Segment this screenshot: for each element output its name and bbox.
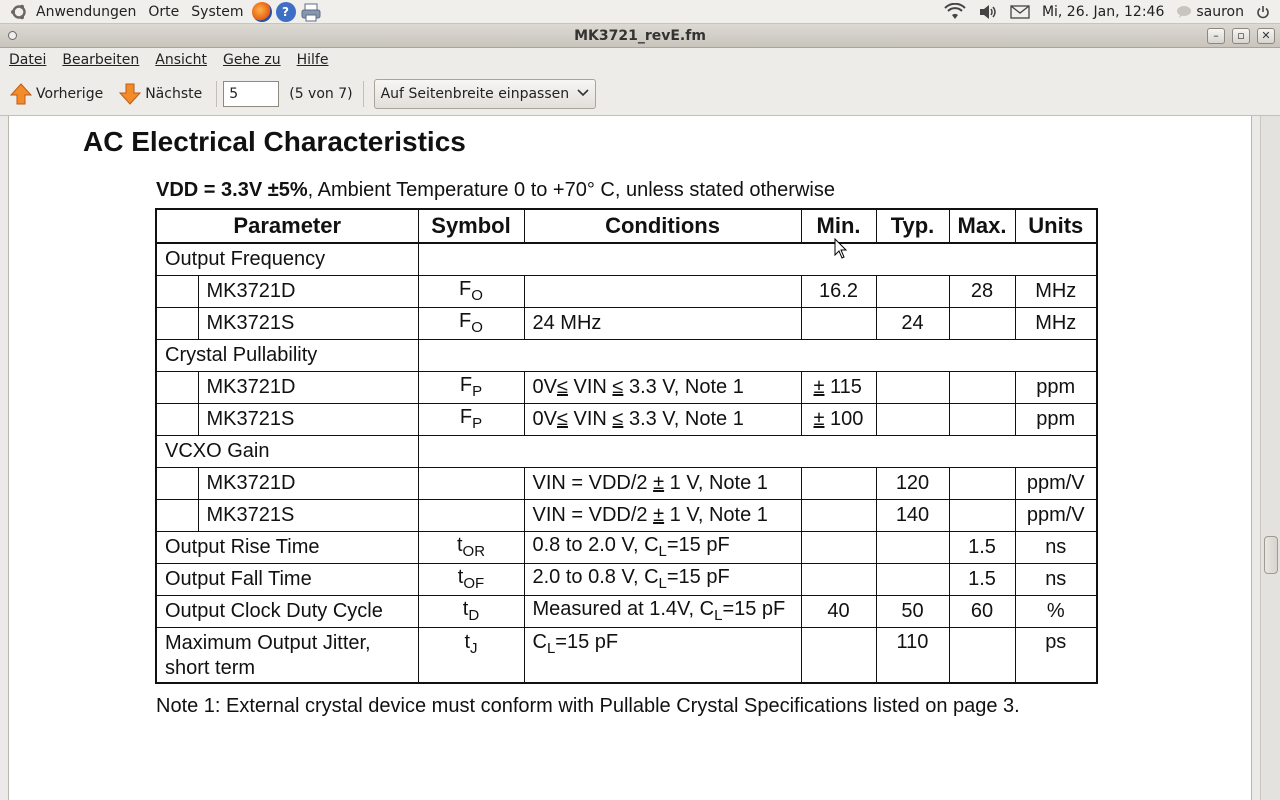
ubuntu-logo-icon[interactable] (10, 3, 28, 21)
symbol-sub: D (468, 607, 480, 624)
symbol-cell (418, 563, 524, 595)
header-cell: Parameter (156, 209, 418, 243)
table-row (156, 595, 1097, 627)
menu-help[interactable] (289, 48, 337, 72)
toolbar (0, 72, 1280, 116)
menu-go-label: Gehe zu (222, 52, 281, 68)
param-cell: Output Rise Time (156, 531, 418, 563)
conditions-cell (524, 563, 801, 595)
cond-part: ≤ (556, 407, 568, 430)
page-title: AC Electrical Characteristics (83, 126, 466, 157)
header-cell: Min. (801, 209, 876, 243)
page-count: (5 von 7) (289, 85, 353, 102)
section-label: Crystal Pullability (156, 339, 418, 371)
symbol-sub: J (470, 639, 478, 657)
symbol-cell (418, 307, 524, 339)
units-cell: ppm (1015, 371, 1097, 403)
menu-edit[interactable] (54, 48, 147, 72)
cond-part: 3.3 V, Note 1 (623, 375, 744, 398)
typ-cell: 50 (876, 595, 949, 627)
cond-part: ≤ (556, 375, 568, 398)
cond-sub: L (658, 575, 667, 592)
min-cell (801, 563, 876, 595)
menu-applications[interactable]: Anwendungen (36, 3, 137, 20)
maximize-button[interactable] (1232, 28, 1250, 44)
typ-cell (876, 275, 949, 307)
max-cell (949, 627, 1015, 683)
volume-icon[interactable] (978, 4, 998, 20)
vertical-scrollbar[interactable] (1260, 116, 1280, 800)
operating-conditions (156, 179, 835, 202)
min-cell (801, 371, 876, 403)
symbol-cell (418, 531, 524, 563)
mouse-pointer-icon (834, 238, 848, 264)
units-cell: ppm/V (1015, 499, 1097, 531)
conditions-cell (524, 595, 801, 627)
cond-part: 2.0 to 0.8 V, C (532, 566, 659, 588)
conditions-cell (524, 627, 801, 683)
cond-part: 1 V, Note 1 (664, 471, 768, 494)
menu-view-label: Ansicht (155, 52, 207, 68)
min-value: 100 (824, 407, 864, 430)
symbol-sub: O (471, 287, 483, 304)
menubar (0, 48, 1280, 72)
table-cell (156, 275, 198, 307)
table-row (156, 499, 1097, 531)
symbol-main: F (459, 374, 473, 396)
table-cell (156, 467, 198, 499)
symbol-sub: OR (462, 543, 486, 560)
min-cell: 16.2 (801, 275, 876, 307)
mail-icon[interactable] (1010, 5, 1030, 19)
previous-page-label: Vorherige (36, 85, 104, 102)
symbol-cell (418, 403, 524, 435)
cond-part: 3.3 V, Note 1 (623, 407, 744, 430)
param-cell: Output Clock Duty Cycle (156, 595, 418, 627)
user-name: sauron (1196, 4, 1244, 20)
typ-cell: 120 (876, 467, 949, 499)
plus-minus: ± (813, 375, 825, 398)
conditions-cell: 24 MHz (524, 307, 801, 339)
units-cell: MHz (1015, 307, 1097, 339)
arrow-up-icon (10, 83, 32, 105)
symbol-sub: O (471, 319, 483, 336)
symbol-sub: OF (463, 575, 485, 592)
typ-cell: 24 (876, 307, 949, 339)
typ-cell (876, 531, 949, 563)
section-row (156, 243, 1097, 275)
scrollbar-thumb[interactable] (1264, 536, 1278, 574)
maximize-icon: ▫ (1237, 29, 1245, 42)
help-icon[interactable]: ? (276, 2, 296, 22)
cond-part: =15 pF (555, 630, 619, 653)
section-row (156, 435, 1097, 467)
symbol-main: F (459, 406, 473, 428)
minimize-button[interactable] (1207, 28, 1225, 44)
cond-part: ≤ (612, 407, 624, 430)
table-header-row (156, 209, 1097, 243)
units-cell: ns (1015, 531, 1097, 563)
toolbar-separator (216, 81, 217, 107)
table-row (156, 403, 1097, 435)
cond-sub: L (714, 607, 723, 624)
symbol-cell (418, 275, 524, 307)
cond-part: VIN = VDD/2 (532, 503, 654, 526)
power-icon[interactable] (1256, 5, 1270, 19)
cond-part: VIN (567, 407, 613, 430)
zoom-select[interactable] (374, 79, 597, 109)
menu-view[interactable] (147, 48, 215, 72)
symbol-cell (418, 627, 524, 683)
device-cell: MK3721D (198, 275, 418, 307)
document-page (8, 116, 1252, 800)
cond-part: C (532, 630, 547, 653)
header-cell: Typ. (876, 209, 949, 243)
symbol-main: t (456, 534, 463, 556)
device-cell: MK3721S (198, 499, 418, 531)
units-cell: % (1015, 595, 1097, 627)
conditions-bold: VDD = 3.3V ±5% (156, 179, 308, 201)
max-cell: 28 (949, 275, 1015, 307)
param-line: Maximum Output Jitter, (165, 631, 371, 654)
cond-part: VIN = VDD/2 (532, 471, 654, 494)
conditions-cell (524, 531, 801, 563)
minimize-icon: – (1213, 29, 1219, 42)
units-cell: ppm (1015, 403, 1097, 435)
device-cell: MK3721S (198, 403, 418, 435)
symbol-cell (418, 371, 524, 403)
cond-part: 1 V, Note 1 (664, 503, 768, 526)
device-cell: MK3721S (198, 307, 418, 339)
max-cell: 60 (949, 595, 1015, 627)
param-cell: Output Fall Time (156, 563, 418, 595)
next-page-label: Nächste (145, 85, 203, 102)
printer-icon[interactable] (300, 2, 322, 22)
min-cell (801, 531, 876, 563)
table-cell (418, 243, 1097, 275)
cond-part: 0.8 to 2.0 V, C (532, 534, 659, 556)
table-cell (418, 435, 1097, 467)
symbol-main: F (459, 310, 472, 332)
arrow-down-icon (119, 83, 141, 105)
chat-icon (1176, 5, 1192, 19)
user-menu[interactable] (1176, 4, 1244, 20)
cond-sub: L (658, 543, 667, 560)
min-cell (801, 307, 876, 339)
menu-go[interactable] (215, 48, 289, 72)
symbol-cell (418, 595, 524, 627)
typ-cell: 110 (876, 627, 949, 683)
typ-cell (876, 403, 949, 435)
table-cell (156, 307, 198, 339)
table-row (156, 531, 1097, 563)
conditions-cell (524, 371, 801, 403)
zoom-select-value: Auf Seitenbreite einpassen (380, 85, 570, 102)
typ-cell (876, 563, 949, 595)
min-cell: 40 (801, 595, 876, 627)
conditions-cell (524, 499, 801, 531)
conditions-cell (524, 275, 801, 307)
ac-characteristics-table (155, 208, 1098, 684)
menu-file-label: Datei (9, 52, 47, 68)
table-row (156, 275, 1097, 307)
max-cell: 1.5 (949, 563, 1015, 595)
toolbar-separator (363, 81, 364, 107)
symbol-main: t (464, 630, 471, 653)
table-footnote: Note 1: External crystal device must conform with Pullable Crystal Specifications listed on page 3. (156, 695, 1020, 717)
document-view[interactable] (0, 116, 1280, 800)
section-label: Output Frequency (156, 243, 418, 275)
clock[interactable]: Mi, 26. Jan, 12:46 (1041, 4, 1165, 20)
max-cell (949, 499, 1015, 531)
symbol-cell (418, 467, 524, 499)
cond-sub: L (546, 639, 556, 657)
table-row (156, 371, 1097, 403)
window-title: MK3721_revE.fm (574, 28, 706, 44)
cond-part: =15 pF (666, 534, 730, 556)
max-cell: 1.5 (949, 531, 1015, 563)
table-row (156, 467, 1097, 499)
menu-file[interactable] (0, 48, 54, 72)
chevron-down-icon (577, 87, 589, 100)
previous-page-button[interactable] (2, 78, 111, 110)
table-row (156, 563, 1097, 595)
top-panel (0, 0, 1280, 24)
window-titlebar[interactable] (0, 24, 1280, 48)
cond-part: ± (653, 471, 665, 494)
typ-cell (876, 371, 949, 403)
min-value: 115 (824, 375, 862, 398)
symbol-main: t (462, 598, 469, 620)
min-cell (801, 499, 876, 531)
close-icon: ✕ (1261, 29, 1271, 42)
section-row (156, 339, 1097, 371)
table-row (156, 627, 1097, 683)
cond-part: 0V (532, 375, 557, 398)
symbol-cell (418, 499, 524, 531)
min-cell (801, 627, 876, 683)
header-cell: Symbol (418, 209, 524, 243)
conditions-cell (524, 467, 801, 499)
max-cell (949, 403, 1015, 435)
device-cell: MK3721D (198, 371, 418, 403)
menu-system[interactable]: System (191, 3, 244, 20)
symbol-sub: P (472, 383, 483, 400)
section-label: VCXO Gain (156, 435, 418, 467)
header-cell: Units (1015, 209, 1097, 243)
param-line: short term (165, 656, 256, 679)
param-cell (156, 627, 418, 683)
table-row (156, 307, 1097, 339)
units-cell: ns (1015, 563, 1097, 595)
wifi-icon[interactable] (944, 3, 966, 21)
menu-edit-label: Bearbeiten (62, 52, 140, 68)
conditions-rest: , Ambient Temperature 0 to +70° C, unless stated otherwise (307, 179, 835, 201)
firefox-icon[interactable] (252, 2, 272, 22)
menu-help-label: Hilfe (296, 52, 329, 68)
cond-part: =15 pF (666, 566, 730, 588)
conditions-cell (524, 403, 801, 435)
cond-part: VIN (567, 375, 613, 398)
max-cell (949, 467, 1015, 499)
units-cell: ps (1015, 627, 1097, 683)
cond-part: 0V (532, 407, 557, 430)
close-button[interactable] (1257, 28, 1275, 44)
cond-part: ± (653, 503, 665, 526)
page-number-input[interactable] (223, 81, 279, 107)
cond-part: =15 pF (722, 598, 786, 620)
max-cell (949, 371, 1015, 403)
device-cell: MK3721D (198, 467, 418, 499)
symbol-sub: P (472, 415, 483, 432)
table-cell (156, 403, 198, 435)
table-cell (156, 499, 198, 531)
plus-minus: ± (813, 407, 825, 430)
cond-part: Measured at 1.4V, C (532, 598, 715, 620)
cond-part: ≤ (612, 375, 624, 398)
table-cell (418, 339, 1097, 371)
typ-cell: 140 (876, 499, 949, 531)
min-cell (801, 403, 876, 435)
header-cell: Conditions (524, 209, 801, 243)
menu-places[interactable]: Orte (148, 3, 180, 20)
min-cell (801, 467, 876, 499)
units-cell: MHz (1015, 275, 1097, 307)
max-cell (949, 307, 1015, 339)
table-cell (156, 371, 198, 403)
next-page-button[interactable] (111, 78, 210, 110)
symbol-main: t (457, 566, 464, 588)
units-cell: ppm/V (1015, 467, 1097, 499)
symbol-main: F (459, 278, 472, 300)
header-cell: Max. (949, 209, 1015, 243)
